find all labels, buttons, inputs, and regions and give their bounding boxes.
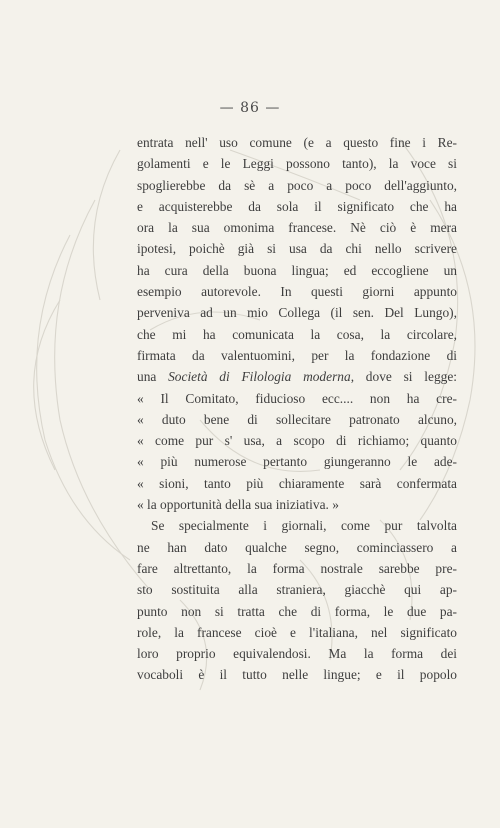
text-line: « sioni, tanto più chiaramente sarà confermata [137,475,457,491]
text-line: « più numerose pertanto giungeranno le ade- [137,454,457,470]
text-line: vocaboli è il tutto nelle lingue; e il popolo [137,667,457,683]
page-number: — 86 — [219,100,281,116]
text-line: una Società di Filologia moderna, dove si legge: [137,369,458,385]
text-line: loro proprio equivalendosi. Ma la forma dei [137,646,457,662]
text-line: Se specialmente i giornali, come pur talvolta [151,518,457,534]
text-line: firmata da valentuomini, per la fondazione di [137,347,457,363]
text-line: entrata nell' uso comune (e a questo fine i Re- [137,135,457,150]
text-line: « come pur s' usa, a scopo di richiamo; quanto [137,433,457,449]
text-line: ora la sua omonima francese. Nè ciò è mera [137,220,457,236]
italic-title: Società di Filologia moderna [168,369,351,385]
text-line: role, la francese cioè e l'italiana, nel significato [137,624,457,640]
text-line: perveniva ad un mio Collega (il sen. Del Lungo), [137,305,457,321]
text-line: golamenti e le Leggi possono tanto), la voce si [137,156,457,172]
text-line: e acquisterebbe da sola il significato che ha [137,198,457,214]
text-line: che mi ha comunicata la cosa, la circolare, [137,326,457,342]
body-text [137,132,457,686]
text-line: « la opportunità della sua iniziativa. » [137,497,339,513]
text-line: ha cura della buona lingua; ed eccogliene un [137,262,457,278]
text-line: ipotesi, poichè già si usa da chi nello scrivere [137,241,457,257]
text-line: punto non si tratta che di forma, le due pa- [137,603,457,619]
text-line: fare altrettanto, la forma nostrale sarebbe pre- [137,560,457,576]
text-line: « duto bene di sollecitare patronato alcuno, [137,411,457,427]
text-line: sto sostituita alla straniera, giacchè qui ap- [137,582,457,598]
text-line: « Il Comitato, fiducioso ecc.... non ha cre- [137,390,457,406]
text-line: esempio autorevole. In questi giorni appunto [137,284,457,300]
text-line: ne han dato qualche segno, cominciassero a [137,539,457,555]
text-line: spoglierebbe da sè a poco a poco dell'aggiunto, [137,177,457,193]
